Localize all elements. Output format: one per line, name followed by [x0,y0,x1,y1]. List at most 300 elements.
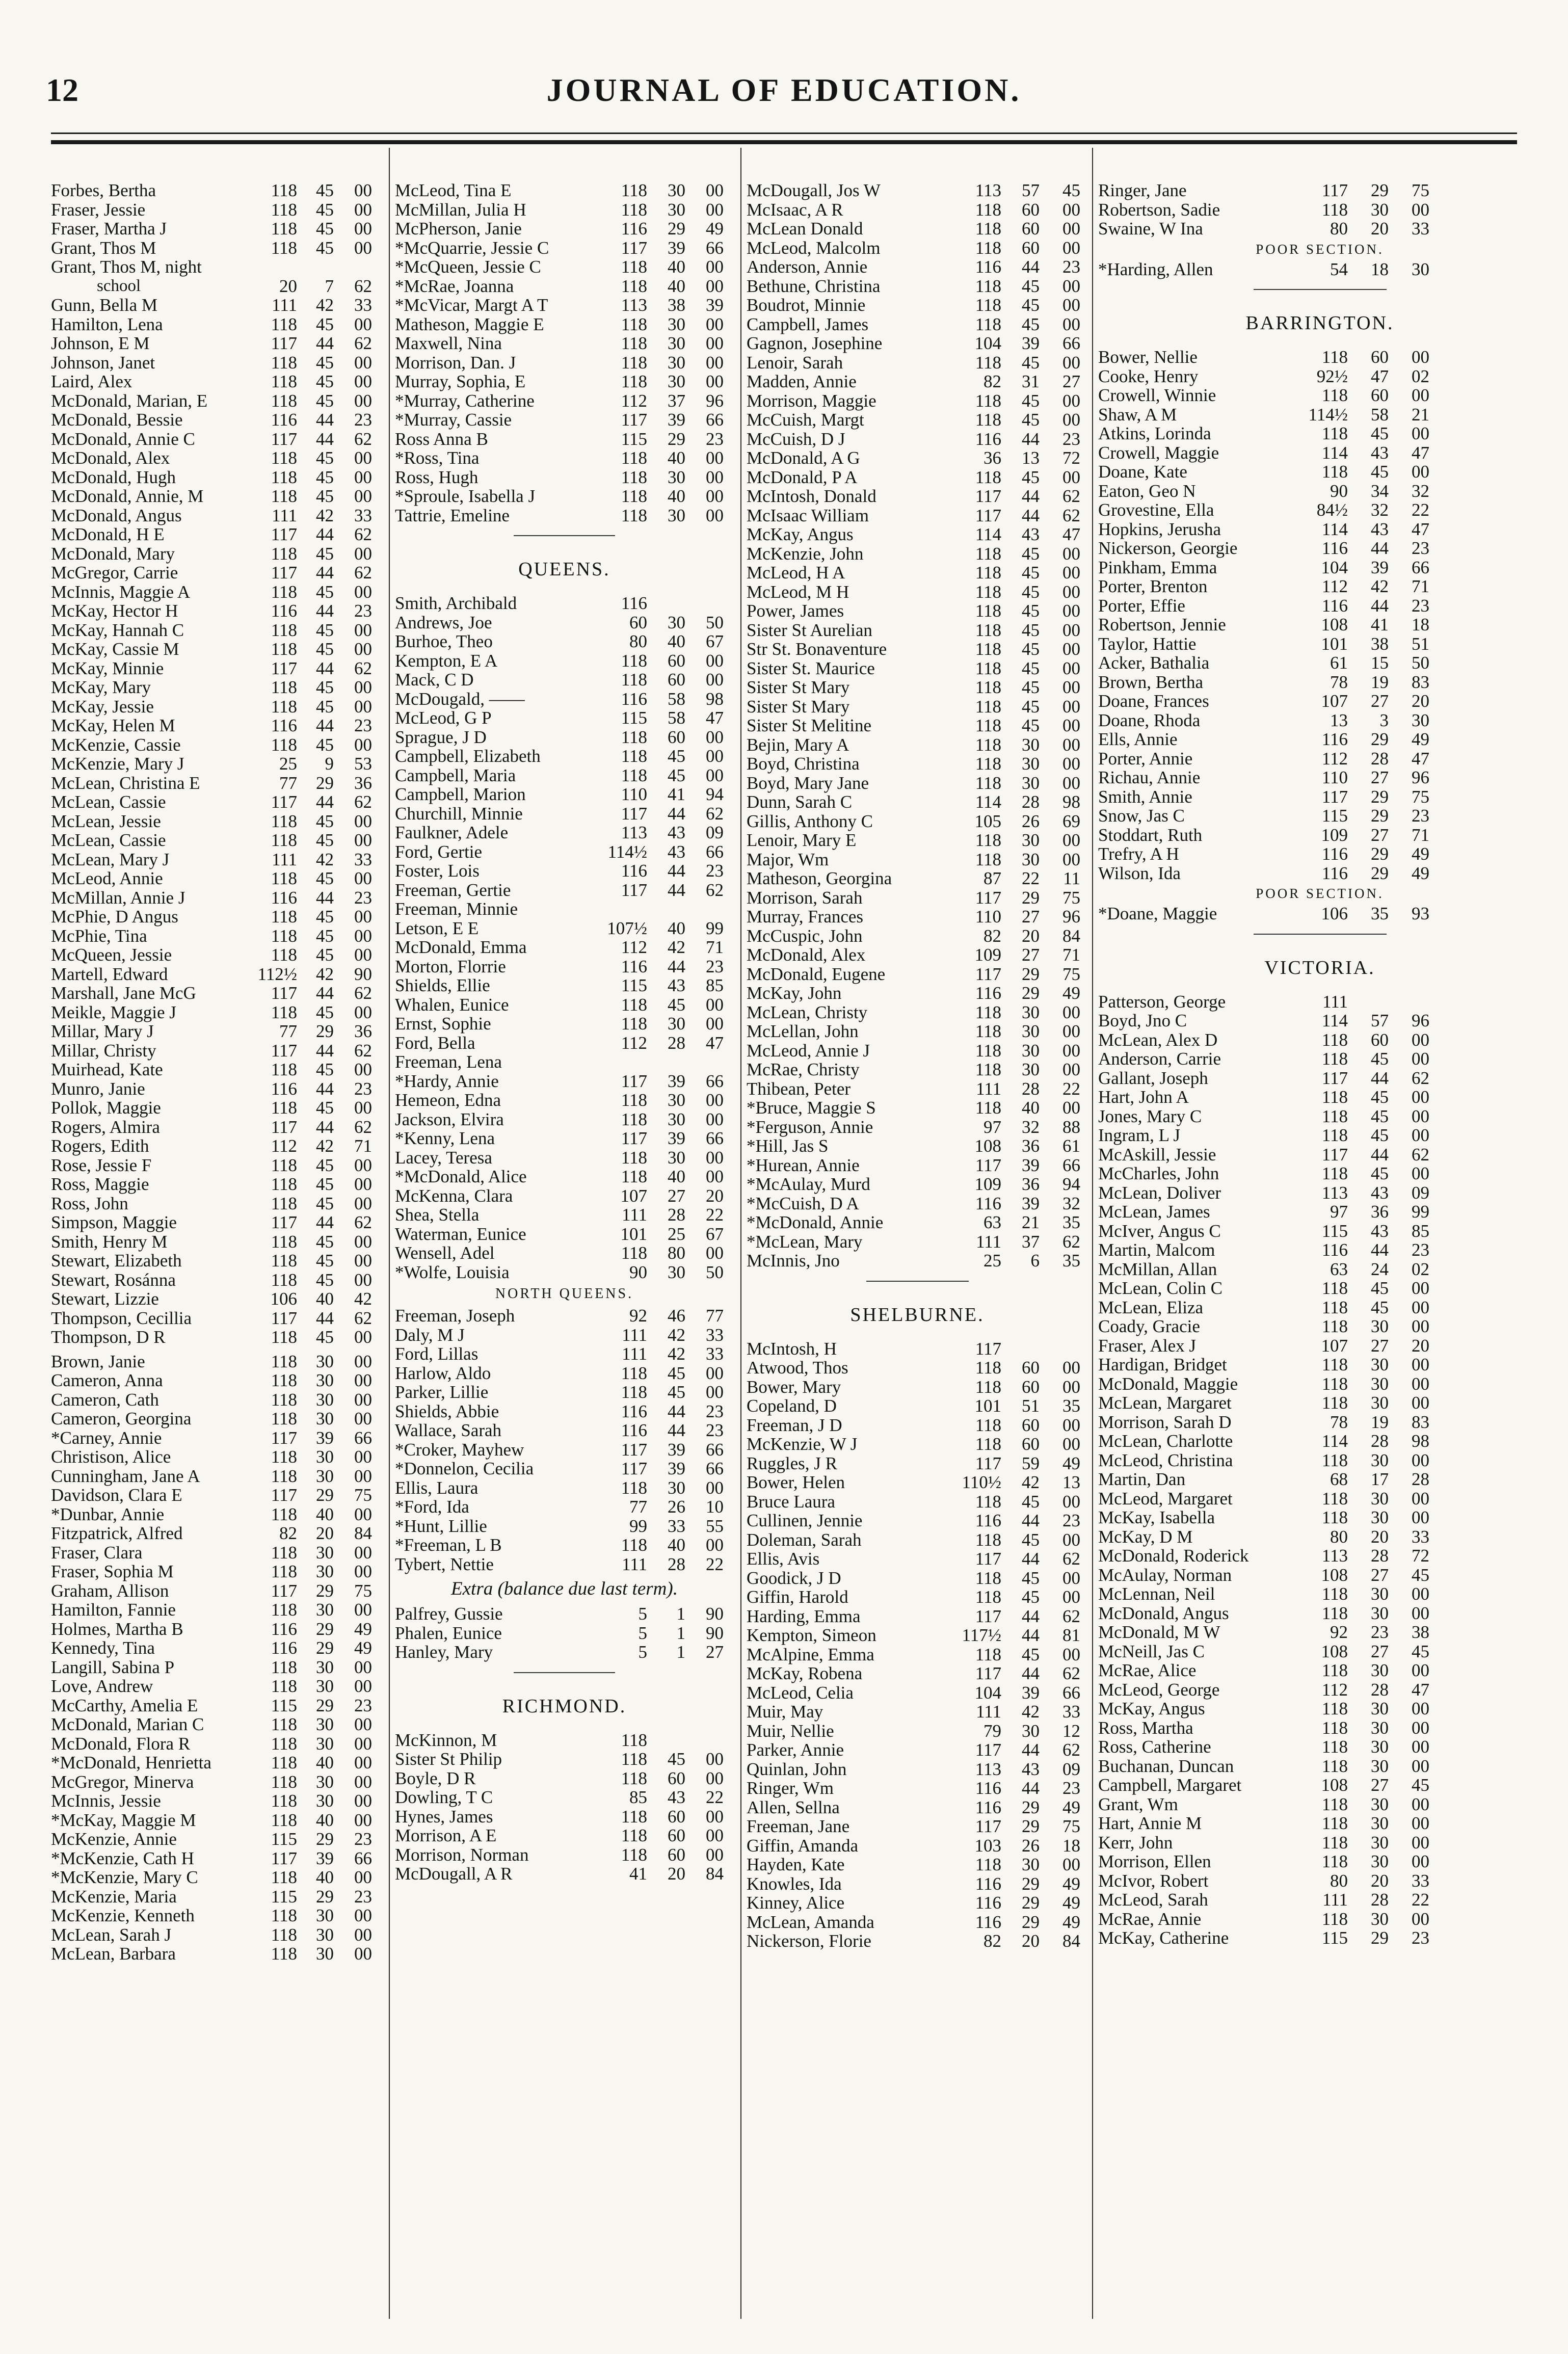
list-item [1098,443,1542,463]
amount-dollars: 40 [668,276,685,296]
list-item [395,613,734,632]
amount-dollars: 45 [1022,276,1040,296]
teacher-name: McKenna, Clara [395,1185,513,1206]
amount-cents: 00 [706,352,724,373]
amount-cents: 00 [354,1251,372,1271]
teacher-name: McLean, Cassie [51,830,166,850]
days-taught: 118 [621,276,647,296]
amount-dollars: 60 [668,727,685,747]
teacher-name: Thompson, Cecillia [51,1308,192,1328]
days-taught: 114 [1321,1431,1348,1451]
teacher-name: Rogers, Edith [51,1136,149,1156]
teacher-name: Laird, Alex [51,372,132,391]
list-item [747,1549,1088,1569]
list-item [1098,992,1542,1012]
teacher-name: McDonald, Hugh [51,467,176,487]
amount-dollars: 45 [316,1193,334,1213]
teacher-name: McKay, D M [1098,1526,1193,1547]
days-taught: 118 [271,1906,297,1925]
amount-cents: 00 [706,1768,724,1788]
amount-dollars: 45 [1022,1491,1040,1512]
days-taught: 114 [1321,1011,1348,1030]
teacher-name: McRae, Christy [747,1060,860,1079]
days-taught: 118 [1321,1393,1348,1413]
amount-dollars: 30 [1022,773,1040,793]
list-item [747,1683,1088,1703]
list-item [747,831,1088,850]
list-item [51,621,380,640]
days-taught: 117 [271,429,297,449]
amount-cents: 62 [354,333,372,353]
amount-dollars: 28 [1371,1679,1389,1700]
amount-cents: 28 [1412,1469,1429,1489]
list-item [1098,1718,1542,1738]
amount-dollars: 44 [316,1040,334,1061]
amount-cents: 12 [1062,1721,1080,1741]
amount-cents: 72 [1062,448,1080,468]
amount-dollars: 28 [668,1205,685,1225]
amount-dollars: 45 [1371,424,1389,443]
list-item [1098,1298,1542,1317]
teacher-name: McQueen, Jessie [51,945,172,965]
teacher-name: McLean, Eliza [1098,1297,1204,1317]
list-item [395,747,734,766]
list-item [747,1836,1088,1856]
amount-dollars: 39 [1022,1193,1040,1213]
list-item [51,1811,380,1830]
amount-cents: 00 [1412,1603,1429,1623]
amount-cents: 00 [1062,716,1080,735]
days-taught: 118 [975,1002,1001,1022]
teacher-name: Cullinen, Jennie [747,1511,863,1530]
section-rule [395,1662,734,1682]
poor-section-subheading: POOR SECTION. [1256,241,1384,257]
amount-dollars: 22 [1022,868,1040,888]
list-item [747,1893,1088,1913]
list-item [1098,1374,1542,1394]
amount-dollars: 20 [1022,1931,1040,1951]
teacher-name: Major, Wm [747,849,829,869]
amount-cents: 66 [1062,1155,1080,1175]
list-item [395,823,734,842]
teacher-name: *McKenzie, Cath H [51,1848,194,1868]
teacher-name: Freeman, Lena [395,1052,502,1072]
teacher-name: *Murray, Catherine [395,390,535,411]
days-taught: 118 [271,467,297,487]
list-item [747,1454,1088,1473]
days-taught: 78 [1330,1412,1348,1432]
days-taught: 118 [271,543,297,564]
days-taught: 106 [270,1289,297,1309]
amount-dollars: 60 [1371,385,1389,405]
amount-cents: 75 [354,1485,372,1505]
amount-cents: 00 [1062,237,1080,258]
teacher-name: Hopkins, Jerusha [1098,519,1221,539]
days-taught: 77 [279,1021,297,1041]
teacher-name: Cameron, Cath [51,1389,159,1410]
amount-cents: 00 [354,1753,372,1773]
list-item [1098,405,1542,425]
days-taught: 77 [279,773,297,793]
amount-cents: 00 [354,1409,372,1429]
amount-dollars: 45 [1022,1568,1040,1588]
teacher-name: *McQueen, Jessie C [395,257,541,277]
teacher-name: Smith, Annie [1098,786,1192,807]
amount-cents: 50 [1412,653,1429,673]
list-item [747,869,1088,888]
days-taught: 118 [975,734,1001,755]
amount-dollars: 60 [1371,347,1389,367]
amount-cents: 50 [706,1262,724,1282]
amount-dollars: 44 [1371,595,1389,616]
amount-cents: 00 [1412,1852,1429,1871]
list-item [747,621,1088,640]
days-taught: 116 [975,1873,1001,1894]
teacher-name: Pollok, Maggie [51,1098,161,1118]
list-item [395,410,734,430]
amount-cents: 50 [706,612,724,632]
amount-dollars: 44 [1022,1511,1040,1530]
list-item [51,678,380,697]
amount-dollars: 45 [1022,658,1040,678]
amount-cents: 23 [1062,257,1080,277]
teacher-name: McKay, Angus [747,524,854,544]
days-taught: 118 [271,945,297,965]
amount-dollars: 44 [316,429,334,449]
days-taught: 118 [1321,1488,1348,1509]
list-item [395,1807,734,1827]
amount-dollars: 30 [1371,1813,1389,1833]
teacher-name: Ross, Hugh [395,467,479,487]
amount-cents: 00 [1412,1049,1429,1069]
amount-cents: 09 [1412,1182,1429,1203]
amount-cents: 13 [1062,1472,1080,1492]
amount-dollars: 45 [316,390,334,411]
list-item [747,239,1088,258]
list-item [1098,1107,1542,1126]
teacher-name: Faulkner, Adele [395,823,509,842]
list-item [395,257,734,277]
list-item [1098,1069,1542,1088]
teacher-name: McDonald, Emma [395,937,527,957]
teacher-name: Shaw, A M [1098,404,1177,425]
teacher-name: McIver, Angus C [1098,1221,1221,1241]
teacher-name: Hart, Annie M [1098,1813,1202,1833]
amount-cents: 00 [354,1944,372,1964]
amount-dollars: 58 [668,689,685,709]
teacher-name: Stewart, Rosánna [51,1269,176,1290]
teacher-name: McLeod, Annie [51,868,163,888]
amount-dollars: 38 [668,295,685,315]
list-item [747,888,1088,908]
days-taught: 117 [271,1212,297,1232]
days-taught: 118 [271,1389,297,1410]
days-taught: 118 [1321,462,1348,482]
list-item [747,640,1088,659]
list-item [51,1194,380,1213]
amount-cents: 33 [1062,1702,1080,1722]
teacher-name: Hardigan, Bridget [1098,1355,1227,1374]
amount-cents: 00 [1062,1040,1080,1061]
days-taught: 118 [1321,1355,1348,1374]
teacher-name: Atwood, Thos [747,1358,848,1378]
days-taught: 118 [1321,1603,1348,1623]
days-taught: 118 [271,1791,297,1811]
amount-cents: 00 [1062,1358,1080,1378]
amount-cents: 62 [1062,1663,1080,1683]
list-item [395,391,734,411]
days-taught: 118 [621,1382,647,1402]
days-taught: 116 [621,593,647,613]
section-heading: NORTH QUEENS. [495,1286,634,1302]
amount-cents: 00 [1412,1163,1429,1183]
teacher-name: *Bruce, Maggie S [747,1098,876,1118]
amount-cents: 35 [1062,1212,1080,1232]
days-taught: 117 [621,803,647,824]
amount-cents: 75 [1412,786,1429,807]
days-taught: 118 [271,448,297,468]
amount-cents: 00 [1062,1568,1080,1588]
list-item [1098,1584,1542,1604]
days-taught: 99 [629,1516,647,1536]
days-taught: 118 [975,1529,1001,1550]
days-taught: 118 [621,257,647,277]
amount-dollars: 17 [1371,1469,1389,1489]
column-divider [1092,148,1093,2319]
amount-dollars: 42 [316,295,334,315]
teacher-name: Muirhead, Kate [51,1060,163,1079]
teacher-name: school [97,276,141,295]
amount-dollars: 29 [316,1485,334,1505]
amount-dollars: 28 [668,1554,685,1574]
teacher-name: Hynes, James [395,1806,493,1827]
teacher-name: Munro, Janie [51,1078,145,1099]
days-taught: 115 [621,975,647,995]
days-taught: 80 [1330,1870,1348,1891]
amount-cents: 45 [1062,180,1080,200]
days-taught: 111 [622,1344,647,1364]
teacher-name: McInnis, Jno [747,1251,840,1271]
days-taught: 118 [271,1771,297,1792]
days-taught: 118 [975,199,1001,220]
teacher-name: Pinkham, Emma [1098,557,1217,577]
teacher-name: McPherson, Janie [395,219,522,239]
list-item [1098,260,1542,279]
days-taught: 116 [975,1193,1001,1213]
amount-cents: 00 [1412,1106,1429,1126]
days-taught: 118 [1321,1087,1348,1107]
amount-dollars: 27 [1371,1775,1389,1795]
days-taught: 118 [975,1415,1001,1435]
teacher-name: McLeod, Annie J [747,1040,870,1061]
amount-dollars: 30 [316,1447,334,1467]
section-heading: RICHMOND. [502,1695,627,1717]
days-taught: 118 [271,1251,297,1271]
amount-cents: 00 [706,1167,724,1186]
teacher-name: Kempton, E A [395,650,498,671]
amount-cents: 00 [706,1243,724,1263]
days-taught: 112 [1321,576,1348,596]
amount-cents: 22 [1412,1890,1429,1910]
teacher-name: Patterson, George [1098,991,1226,1012]
amount-cents: 90 [706,1623,724,1643]
list-item [395,1205,734,1225]
list-item [51,1773,380,1792]
list-item [747,984,1088,1003]
amount-dollars: 20 [316,1523,334,1543]
amount-cents: 47 [706,1033,724,1053]
amount-cents: 96 [1412,1011,1429,1030]
days-taught: 118 [271,696,297,717]
days-taught: 117 [621,880,647,900]
amount-cents: 09 [1062,1759,1080,1779]
list-item [747,850,1088,869]
days-taught: 118 [621,1826,647,1845]
amount-dollars: 30 [1022,1855,1040,1874]
list-item [1098,806,1542,826]
amount-cents: 00 [354,1867,372,1887]
amount-dollars: 45 [1022,314,1040,334]
list-item [395,995,734,1015]
list-item [395,1769,734,1788]
days-taught: 116 [975,983,1001,1003]
days-taught: 115 [1321,1221,1348,1241]
amount-dollars: 25 [668,1224,685,1244]
teacher-name: Giffin, Harold [747,1587,848,1607]
days-taught: 104 [974,1682,1001,1703]
amount-cents: 00 [1412,1488,1429,1509]
teacher-name: McLean, James [1098,1202,1210,1222]
teacher-name: *McQuarrie, Jessie C [395,237,549,258]
amount-cents: 00 [1062,581,1080,602]
amount-dollars: 27 [1022,907,1040,927]
amount-dollars: 44 [1022,1549,1040,1569]
amount-cents: 00 [354,1924,372,1945]
amount-dollars: 29 [1022,1873,1040,1894]
amount-dollars: 45 [316,448,334,468]
amount-dollars: 29 [1022,983,1040,1003]
teacher-name: Morrison, A E [395,1826,497,1845]
amount-cents: 00 [1062,677,1080,697]
teacher-name: Holmes, Martha B [51,1619,183,1639]
teacher-name: Ford, Gertie [395,841,483,862]
list-item [1098,386,1542,405]
amount-dollars: 45 [668,765,685,785]
amount-dollars: 42 [668,937,685,957]
list-item [51,792,380,812]
amount-dollars: 45 [668,994,685,1015]
amount-dollars: 60 [668,1768,685,1788]
days-taught: 117 [271,333,297,353]
list-item [1098,826,1542,845]
amount-cents: 66 [706,1459,724,1478]
days-taught: 118 [271,1447,297,1467]
list-item [1098,520,1542,539]
list-item [1098,711,1542,730]
days-taught: 118 [271,390,297,411]
amount-cents: 62 [1412,1068,1429,1088]
teacher-name: Campbell, Margaret [1098,1775,1242,1795]
list-item [747,1740,1088,1760]
amount-dollars: 30 [1371,1507,1389,1527]
amount-cents: 00 [354,1771,372,1792]
days-taught: 118 [271,1600,297,1620]
list-item [747,315,1088,334]
days-taught: 118 [621,765,647,785]
amount-dollars: 30 [1371,1852,1389,1871]
teacher-name: McCuish, Margt [747,410,864,430]
days-taught: 5 [638,1604,647,1624]
amount-dollars: 44 [316,983,334,1003]
teacher-name: *McAulay, Murd [747,1174,870,1194]
teacher-name: Thibean, Peter [747,1078,851,1099]
days-taught: 118 [975,410,1001,430]
amount-dollars: 42 [316,1136,334,1156]
days-taught: 117 [1321,1144,1348,1165]
days-taught: 107 [1321,691,1348,711]
list-item [1098,1680,1542,1700]
list-item [51,1467,380,1486]
list-item [395,1826,734,1845]
amount-cents: 23 [354,1078,372,1099]
amount-dollars: 30 [668,1147,685,1168]
list-item [51,1309,380,1328]
amount-dollars: 59 [1022,1453,1040,1473]
teacher-name: Ross Anna B [395,429,488,449]
amount-dollars: 45 [1022,639,1040,659]
list-item [51,1753,380,1773]
list-item [51,984,380,1003]
amount-cents: 33 [354,295,372,315]
days-taught: 118 [975,849,1001,869]
days-taught: 117 [621,410,647,430]
days-taught: 118 [271,1924,297,1945]
days-taught: 5 [638,1623,647,1643]
days-taught: 107 [1321,1335,1348,1356]
amount-dollars: 9 [325,754,334,774]
amount-cents: 72 [1412,1546,1429,1566]
list-item [747,1913,1088,1932]
amount-dollars: 44 [668,880,685,900]
days-taught: 118 [621,372,647,391]
teacher-name: McLean, Alex D [1098,1029,1218,1050]
teacher-name: Ross, Maggie [51,1174,149,1194]
days-taught: 110 [1321,768,1348,787]
amount-cents: 00 [354,1193,372,1213]
list-item [1098,730,1542,749]
amount-cents: 23 [1412,806,1429,826]
amount-cents: 00 [354,1060,372,1079]
teacher-name: Grant, Thos M, night [51,257,202,277]
days-taught: 107½ [607,918,647,938]
days-taught: 118 [1321,1584,1348,1604]
list-item [1098,181,1542,200]
days-taught: 117 [271,1308,297,1328]
days-taught: 118 [975,563,1001,583]
teacher-name: Ross, Catherine [1098,1737,1211,1757]
amount-cents: 00 [1062,734,1080,755]
teacher-name: *McDonald, Alice [395,1167,527,1186]
amount-cents: 00 [1062,390,1080,411]
days-taught: 118 [1321,424,1348,443]
teacher-name: Jones, Mary C [1098,1106,1202,1126]
list-item [395,1459,734,1478]
teacher-name: Doleman, Sarah [747,1529,862,1550]
teacher-name: Davidson, Clara E [51,1485,182,1505]
list-item [747,487,1088,506]
teacher-name: *McKenzie, Mary C [51,1867,198,1887]
days-taught: 118 [621,448,647,468]
